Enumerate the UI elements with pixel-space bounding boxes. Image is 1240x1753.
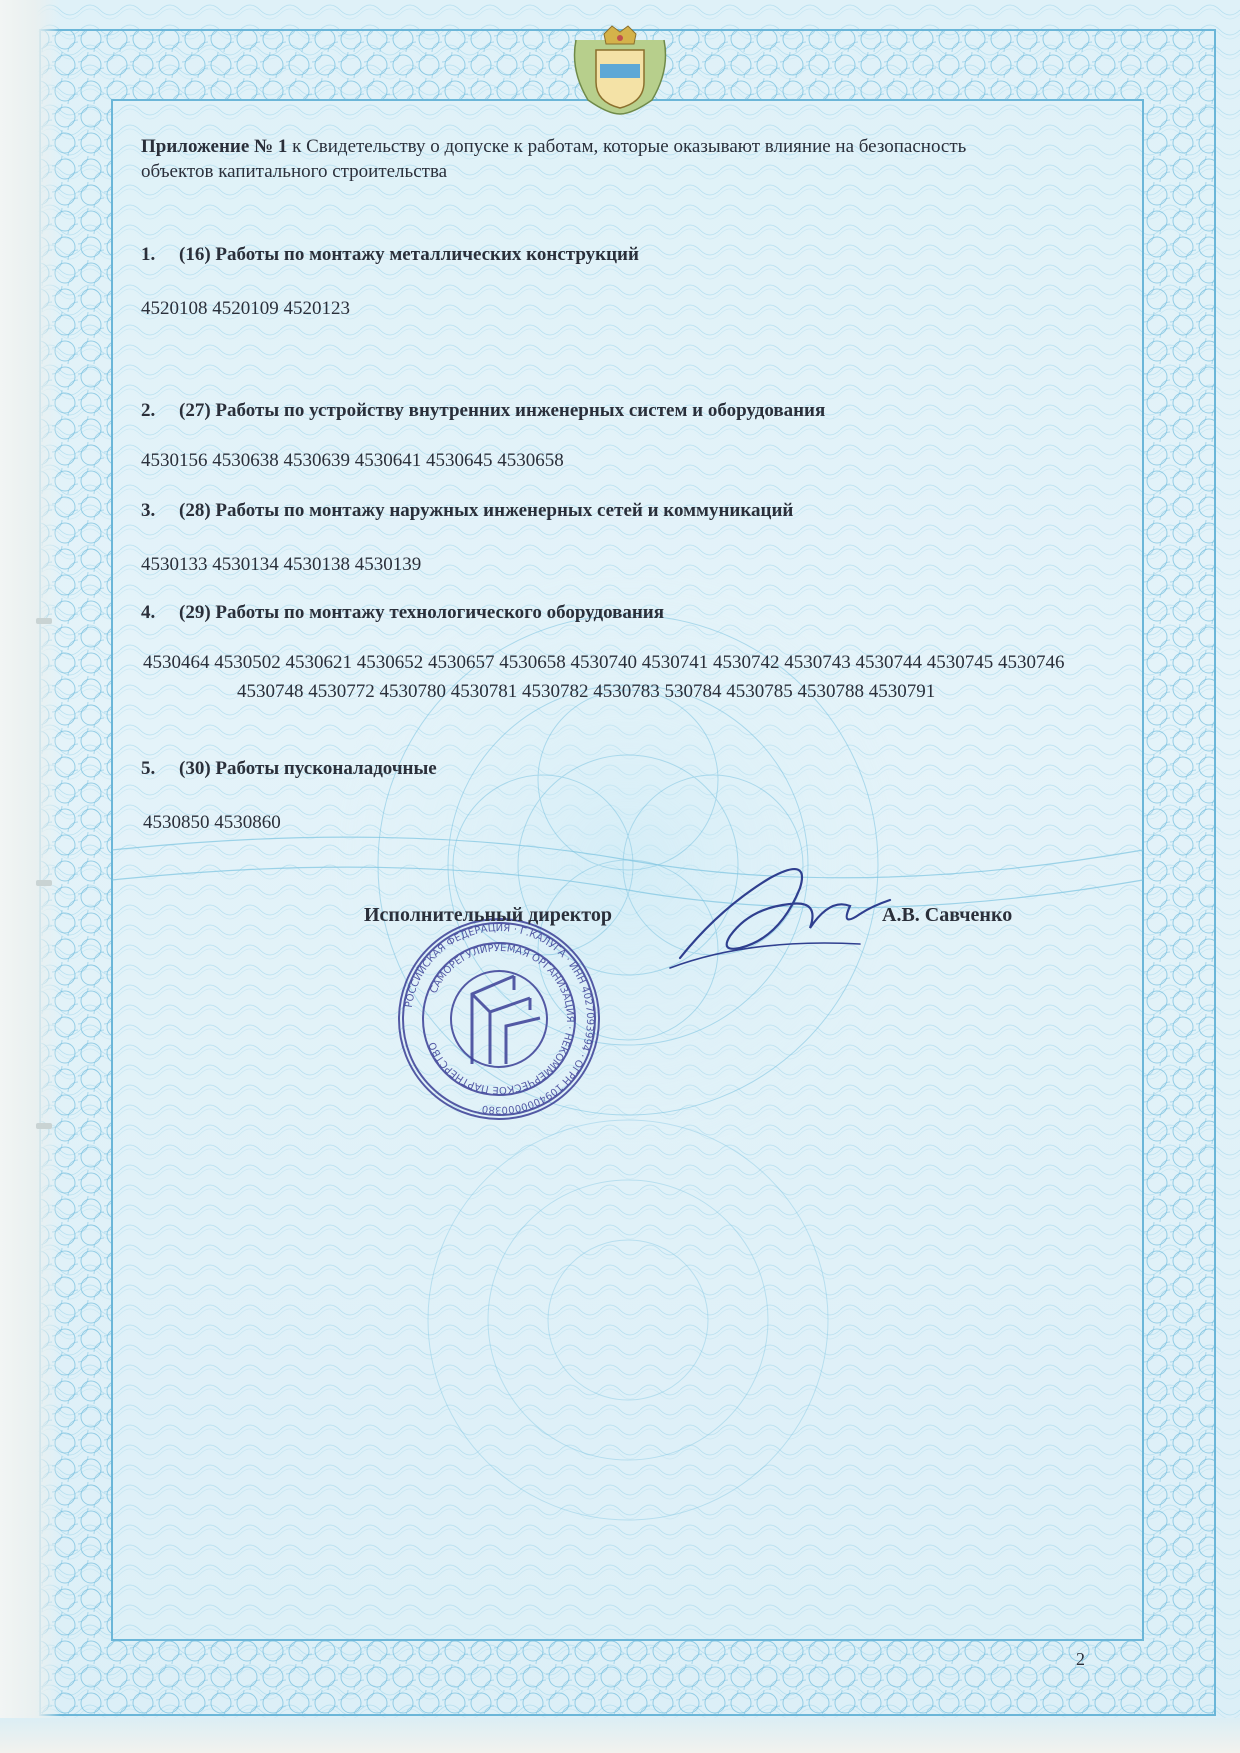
annex-header (141, 134, 1041, 184)
item-codes: 4530464 4530502 4530621 4530652 4530657 4530658 4530740 4530741 4530742 4530743 4530744 4530745 4530746 4530748 4530772 4530780 4530781 4530782 4530783 530784 4530785 4530788 4530791 (143, 652, 1065, 702)
item-title (141, 602, 664, 624)
item-title-text: (29) Работы по монтажу технологического оборудования (179, 602, 665, 623)
signatory-title: Исполнительный директор (364, 904, 612, 926)
signatory-name: А.В. Савченко (882, 904, 1013, 926)
item-codes: 4530133 4530134 4530138 4530139 (141, 554, 422, 575)
item-title (141, 400, 825, 422)
item-codes: 4530850 4530860 (143, 812, 281, 833)
item-title-text: (30) Работы пусконаладочные (179, 758, 437, 779)
item-title-text: (16) Работы по монтажу металлических конструкций (179, 244, 639, 265)
item-codes-block (143, 648, 1067, 706)
item-number: 5. (141, 758, 156, 779)
item-codes: 4530156 4530638 4530639 4530641 4530645 4530658 (141, 450, 564, 471)
item-codes: 4520108 4520109 4520123 (141, 298, 350, 319)
svg-text:РОССИЙСКАЯ ФЕДЕРАЦИЯ · Г.КАЛУГ: РОССИЙСКАЯ ФЕДЕРАЦИЯ · Г.КАЛУГА · ИНН 4027093994 · ОГРН 1094000000380 (403, 922, 596, 1116)
item-title-text: (27) Работы по устройству внутренних инженерных систем и оборудования (179, 400, 826, 421)
page-number: 2 (1076, 1649, 1085, 1669)
annex-header-text: к Свидетельству о допуске к работам, которые оказывают влияние на безопасность объектов капитального строительства (141, 136, 967, 182)
item-number: 2. (141, 400, 156, 421)
item-number: 1. (141, 244, 156, 265)
svg-text:САМОРЕГУЛИРУЕМАЯ ОРГАНИЗАЦИЯ ·: САМОРЕГУЛИРУЕМАЯ ОРГАНИЗАЦИЯ · НЕКОММЕРЧЕСКОЕ ПАРТНЕРСТВО (427, 942, 576, 1096)
item-number: 4. (141, 602, 156, 623)
item-title (141, 500, 793, 522)
item-title-text: (28) Работы по монтажу наружных инженерных сетей и коммуникаций (179, 500, 794, 521)
item-title (141, 758, 437, 780)
item-number: 3. (141, 500, 156, 521)
annex-header-lead: Приложение № 1 (141, 136, 288, 157)
item-title (141, 244, 639, 266)
